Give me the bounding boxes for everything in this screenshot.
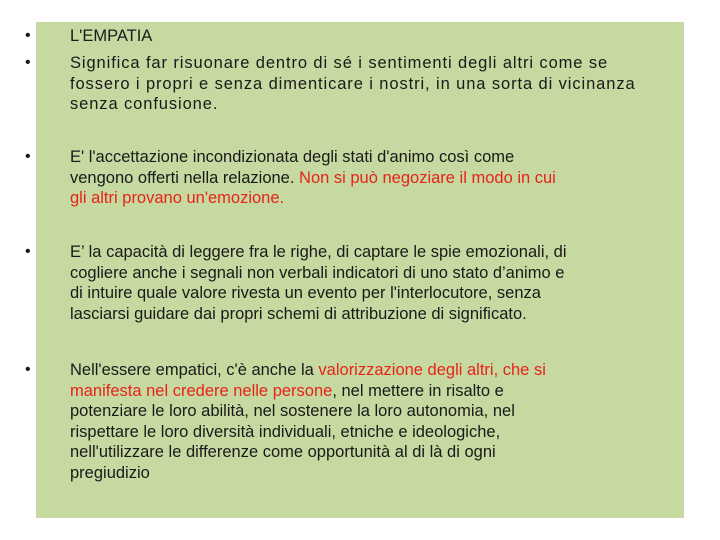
bullet-marker: • — [25, 361, 31, 378]
acceptance-paragraph — [70, 147, 682, 209]
valorization-highlight-text: valorizzazione degli altri, che si manifesta nel credere nelle persone — [70, 361, 546, 400]
acceptance-highlight-text: Non si può negoziare il modo in cui gli altri provano un'emozione. — [70, 168, 556, 207]
bullet-marker: • — [25, 243, 31, 260]
valorization-rest-text: , nel mettere in risalto e potenziare le loro abilità, nel sostenere la loro autonomia, nel rispettare le loro diversità individuali, etniche e ideologiche, nell'utilizzare le differenze come opportunità al di là di ogni pregiudizio — [70, 381, 515, 482]
reading-text: E’ la capacità di leggere fra le righe, di captare le spie emozionali, di cogliere anche i segnali non verbali indicatori di uno stato d’animo e di intuire quale valore rivesta un evento per l'interlocutore, senza lasciarsi guidare dai propri schemi di attribuzione di significato. — [70, 243, 567, 323]
valorization-text: Nell'essere empatici, c'è anche la — [70, 361, 319, 379]
bullet-marker: • — [25, 148, 31, 165]
bullet-marker: • — [25, 54, 31, 71]
bullet-marker: • — [25, 27, 31, 44]
acceptance-text: E' l'accettazione incondizionata degli stati d'animo così come vengono offerti nella relazione. — [70, 148, 515, 187]
valorization-paragraph — [70, 360, 682, 483]
title-text: L'EMPATIA — [70, 27, 153, 45]
definition-text: Significa far risuonare dentro di sé i sentimenti degli altri come se fossero i propri e senza dimenticare i nostri, in una sorta di vicinanza senza confusione. — [70, 54, 636, 113]
